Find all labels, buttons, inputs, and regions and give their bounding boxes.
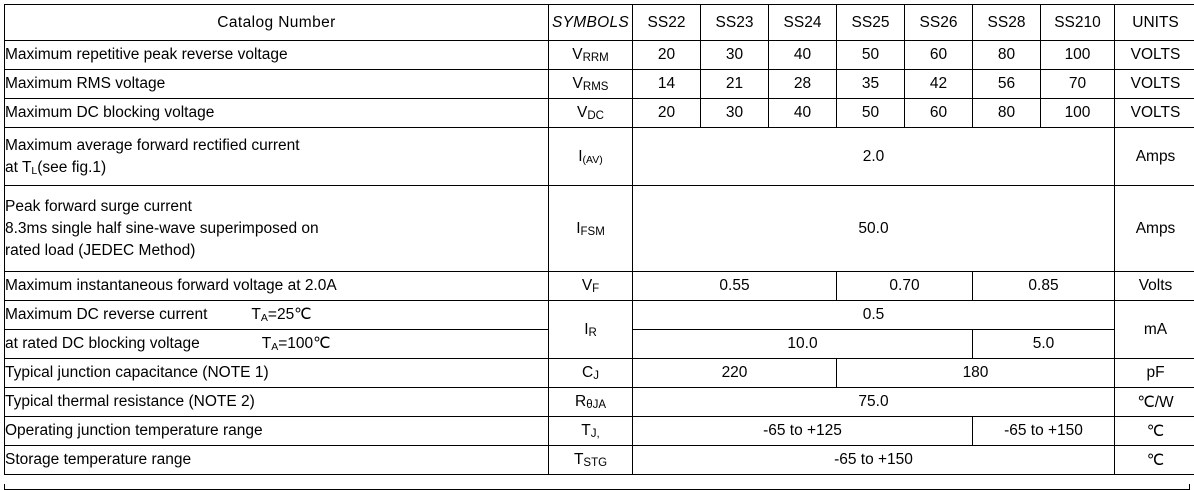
row-symbol-vf [549,272,633,301]
row-label-ifsm [5,186,549,272]
symbol-main: V [572,46,582,63]
row-label-iav-line2: at TL(see fig.1) [5,157,548,179]
row-label-iav [5,128,549,186]
cell-vrrm-ss210: 100 [1041,41,1115,70]
cell-cj-group2: 180 [837,359,1115,388]
table-row-ir-top [5,301,1194,330]
cell-vrrm-ss26: 60 [905,41,973,70]
symbol-main: R [575,393,586,410]
cell-ir-25c: 0.5 [633,301,1115,330]
cell-vrms-ss25: 35 [837,70,905,99]
cell-vdc-ss25: 50 [837,99,905,128]
symbol-sub: FSM [581,226,605,238]
row-units-vrms: VOLTS [1115,70,1194,99]
cell-vrms-ss26: 42 [905,70,973,99]
symbol-sub: J, [591,428,600,440]
row-label-rthja: Typical thermal resistance (NOTE 2) [5,388,549,417]
table-row-cj [5,359,1194,388]
symbol-sub: DC [587,110,604,122]
cell-vdc-ss22: 20 [633,99,701,128]
electrical-characteristics-table [4,4,1194,475]
row-label-iav-line1: Maximum average forward rectified current [5,135,548,157]
cell-rthja-value: 75.0 [633,388,1115,417]
symbol-main: V [573,75,583,92]
header-part-ss24: SS24 [769,5,837,41]
cell-vdc-ss24: 40 [769,99,837,128]
row-label-vrrm: Maximum repetitive peak reverse voltage [5,41,549,70]
row-units-ir: mA [1115,301,1194,359]
cell-ifsm-value: 50.0 [633,186,1115,272]
row-label-ir-line1: Maximum DC reverse current TA=25℃ [5,301,549,330]
row-label-vrms: Maximum RMS voltage [5,70,549,99]
table-header-row [5,5,1194,41]
cell-tj-group2: -65 to +150 [973,417,1115,446]
row-symbol-tstg [549,446,633,475]
table-row-vf [5,272,1194,301]
symbol-sub: θJA [586,399,606,411]
row-label-ifsm-line3: rated load (JEDEC Method) [5,240,548,262]
header-part-ss23: SS23 [701,5,769,41]
symbol-main: I [578,148,582,165]
row-units-vrrm: VOLTS [1115,41,1194,70]
cell-vdc-ss28: 80 [973,99,1041,128]
row-units-cj: pF [1115,359,1194,388]
cell-cj-group1: 220 [633,359,837,388]
cell-vrrm-ss25: 50 [837,41,905,70]
row-label-ifsm-line1: Peak forward surge current [5,196,548,218]
table-row-vrms [5,70,1194,99]
cell-vdc-ss26: 60 [905,99,973,128]
symbol-sub: (AV) [583,154,603,166]
table-row-rthja [5,388,1194,417]
header-units: UNITS [1115,5,1194,41]
symbol-sub: RRM [583,52,609,64]
header-part-ss22: SS22 [633,5,701,41]
row-symbol-iav [549,128,633,186]
table-row-vdc [5,99,1194,128]
row-units-iav: Amps [1115,128,1194,186]
symbol-main: T [574,451,583,468]
row-label-vdc: Maximum DC blocking voltage [5,99,549,128]
cell-vrms-ss28: 56 [973,70,1041,99]
row-units-vdc: VOLTS [1115,99,1194,128]
table-row-vrrm [5,41,1194,70]
symbol-main: V [577,104,587,121]
row-symbol-vdc [549,99,633,128]
table-row-tstg [5,446,1194,475]
cell-vf-group1: 0.55 [633,272,837,301]
row-units-tj: ℃ [1115,417,1194,446]
cell-vdc-ss210: 100 [1041,99,1115,128]
cell-vrms-ss210: 70 [1041,70,1115,99]
symbol-main: I [576,220,580,237]
row-symbol-vrms [549,70,633,99]
cell-vrms-ss23: 21 [701,70,769,99]
cell-ir-100c-left: 10.0 [633,330,973,359]
table-row-ifsm [5,186,1194,272]
symbol-sub: RMS [583,81,609,93]
row-units-rthja: ℃/W [1115,388,1194,417]
header-symbols: SYMBOLS [549,5,633,41]
header-part-ss25: SS25 [837,5,905,41]
cell-vrrm-ss23: 30 [701,41,769,70]
symbol-sub: J [593,370,599,382]
cell-vrrm-ss24: 40 [769,41,837,70]
row-symbol-ir [549,301,633,359]
row-symbol-cj [549,359,633,388]
symbol-sub: R [589,327,597,339]
row-units-ifsm: Amps [1115,186,1194,272]
row-label-vf: Maximum instantaneous forward voltage at 2.0A [5,272,549,301]
row-label-ir-cond1: TA=25℃ [251,306,311,323]
header-part-ss210: SS210 [1041,5,1115,41]
symbol-main: C [582,364,593,381]
cell-vdc-ss23: 30 [701,99,769,128]
cell-vrrm-ss28: 80 [973,41,1041,70]
cell-tstg-value: -65 to +150 [633,446,1115,475]
row-label-ifsm-line2: 8.3ms single half sine-wave superimposed on [5,218,548,240]
symbol-sub: STG [583,457,607,469]
row-units-vf: Volts [1115,272,1194,301]
cell-vrms-ss24: 28 [769,70,837,99]
row-label-tj: Operating junction temperature range [5,417,549,446]
row-symbol-tj [549,417,633,446]
row-label-ir-line2: at rated DC blocking voltage TA=100℃ [5,330,549,359]
cell-vf-group3: 0.85 [973,272,1115,301]
symbol-sub: F [592,283,599,295]
header-part-ss28: SS28 [973,5,1041,41]
symbol-main: T [581,422,590,439]
header-catalog-number: Catalog Number [5,5,549,41]
cell-vrms-ss22: 14 [633,70,701,99]
table-row-tj [5,417,1194,446]
cell-iav-value: 2.0 [633,128,1115,186]
symbol-main: V [582,277,592,294]
cell-vf-group2: 0.70 [837,272,973,301]
table-bottom-edge [4,484,1190,490]
row-symbol-ifsm [549,186,633,272]
row-symbol-vrrm [549,41,633,70]
row-symbol-rthja [549,388,633,417]
cell-tj-group1: -65 to +125 [633,417,973,446]
row-units-tstg: ℃ [1115,446,1194,475]
symbol-main: I [584,321,588,338]
header-part-ss26: SS26 [905,5,973,41]
cell-vrrm-ss22: 20 [633,41,701,70]
row-label-cj: Typical junction capacitance (NOTE 1) [5,359,549,388]
row-label-tstg: Storage temperature range [5,446,549,475]
row-label-ir-cond2: TA=100℃ [262,335,331,352]
cell-ir-100c-right: 5.0 [973,330,1115,359]
table-row-iav [5,128,1194,186]
datasheet-spec-sheet [0,4,1194,490]
